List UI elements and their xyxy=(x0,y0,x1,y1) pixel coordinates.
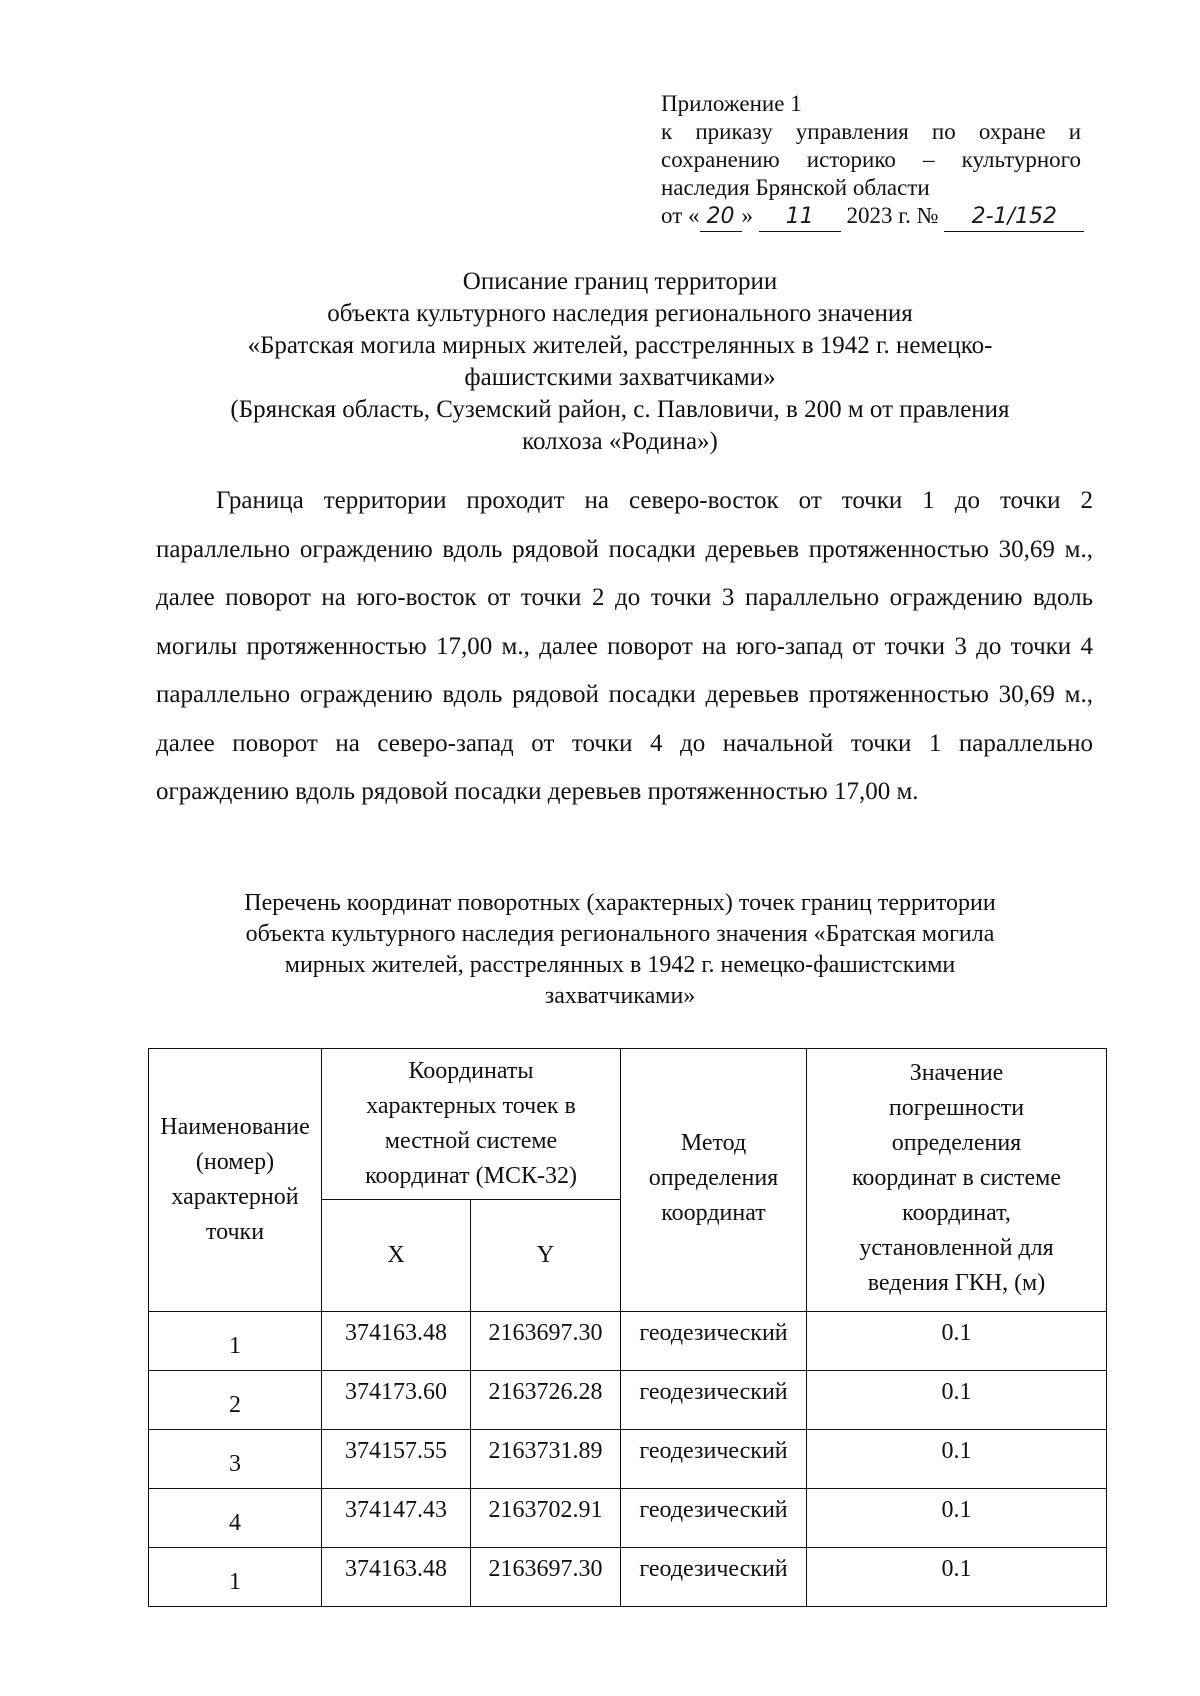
document-title xyxy=(150,266,1090,458)
cell-y: 2163702.91 xyxy=(471,1489,621,1548)
cell-method: геодезический xyxy=(621,1312,807,1371)
title-line: «Братская могила мирных жителей, расстрелянных в 1942 г. немецко- xyxy=(247,332,993,359)
date-month-handwritten: 11 xyxy=(759,203,841,232)
title-line: Описание границ территории xyxy=(462,268,778,295)
cell-error: 0.1 xyxy=(807,1312,1107,1371)
table-row xyxy=(149,1430,1107,1489)
cell-method: геодезический xyxy=(621,1489,807,1548)
date-prefix: от « xyxy=(661,203,700,228)
cell-method: геодезический xyxy=(621,1430,807,1489)
cell-point-number: 1 xyxy=(149,1312,322,1371)
appendix-line: к приказу управления по охране и xyxy=(661,119,1081,144)
title-line: колхоза «Родина») xyxy=(522,428,718,455)
header-y: Y xyxy=(471,1200,621,1312)
coordinates-table xyxy=(148,1048,1107,1607)
table-caption xyxy=(150,888,1090,1012)
caption-line: Перечень координат поворотных (характерных) точек границ территории xyxy=(244,890,996,916)
caption-line: мирных жителей, расстрелянных в 1942 г. немецко-фашистскими xyxy=(284,952,956,978)
appendix-date-line xyxy=(661,202,1081,232)
cell-y: 2163731.89 xyxy=(471,1430,621,1489)
caption-line: объекта культурного наследия регионального значения «Братская могила xyxy=(245,921,995,947)
appendix-header xyxy=(661,90,1081,232)
cell-error: 0.1 xyxy=(807,1548,1107,1607)
cell-error: 0.1 xyxy=(807,1489,1107,1548)
cell-point-number: 4 xyxy=(149,1489,322,1548)
header-error-value: Значение погрешности определения координат в системе координат, установленной для ведения ГКН, (м) xyxy=(807,1049,1107,1312)
cell-x: 374163.48 xyxy=(322,1548,471,1607)
cell-x: 374157.55 xyxy=(322,1430,471,1489)
table-row xyxy=(149,1312,1107,1371)
cell-error: 0.1 xyxy=(807,1430,1107,1489)
appendix-title: Приложение 1 xyxy=(661,91,802,116)
boundary-description: Граница территории проходит на северо-восток от точки 1 до точки 2 параллельно ограждению вдоль рядовой посадки деревьев протяженностью 30,69 м., далее поворот на юго-восток от точки 2 до точки 3 параллельно ограждению вдоль могилы протяженностью 17,00 м., далее поворот на юго-запад от точки 3 до точки 4 параллельно ограждению вдоль рядовой посадки деревьев протяженностью 30,69 м., далее поворот на северо-запад от точки 4 до начальной точки 1 параллельно ограждению вдоль рядовой посадки деревьев протяженностью 17,00 м. xyxy=(156,487,1093,805)
cell-method: геодезический xyxy=(621,1548,807,1607)
cell-method: геодезический xyxy=(621,1371,807,1430)
header-method: Метод определения координат xyxy=(621,1049,807,1312)
cell-x: 374163.48 xyxy=(322,1312,471,1371)
title-line: фашистскими захватчиками» xyxy=(464,364,776,391)
table-row xyxy=(149,1489,1107,1548)
order-number-handwritten: 2-1/152 xyxy=(944,203,1084,232)
header-x: X xyxy=(322,1200,471,1312)
table-row xyxy=(149,1371,1107,1430)
cell-y: 2163697.30 xyxy=(471,1548,621,1607)
caption-line: захватчиками» xyxy=(544,983,696,1009)
cell-error: 0.1 xyxy=(807,1371,1107,1430)
cell-point-number: 3 xyxy=(149,1430,322,1489)
appendix-line: сохранению историко – культурного xyxy=(661,147,1081,172)
title-line: (Брянская область, Суземский район, с. Павловичи, в 200 м от правления xyxy=(230,396,1010,423)
cell-y: 2163726.28 xyxy=(471,1371,621,1430)
cell-y: 2163697.30 xyxy=(471,1312,621,1371)
header-coordinates: Координаты характерных точек в местной системе координат (МСК-32) xyxy=(322,1049,621,1200)
cell-point-number: 2 xyxy=(149,1371,322,1430)
header-point-name: Наименование (номер) характерной точки xyxy=(149,1049,322,1312)
cell-point-number: 1 xyxy=(149,1548,322,1607)
cell-x: 374147.43 xyxy=(322,1489,471,1548)
table-row xyxy=(149,1548,1107,1607)
date-day-handwritten: 20 xyxy=(700,203,742,232)
title-line: объекта культурного наследия регионального значения xyxy=(327,300,913,327)
date-year: 2023 г. № xyxy=(846,203,939,228)
cell-x: 374173.60 xyxy=(322,1371,471,1430)
appendix-line: наследия Брянской области xyxy=(661,175,930,200)
date-mid: » xyxy=(741,203,753,228)
